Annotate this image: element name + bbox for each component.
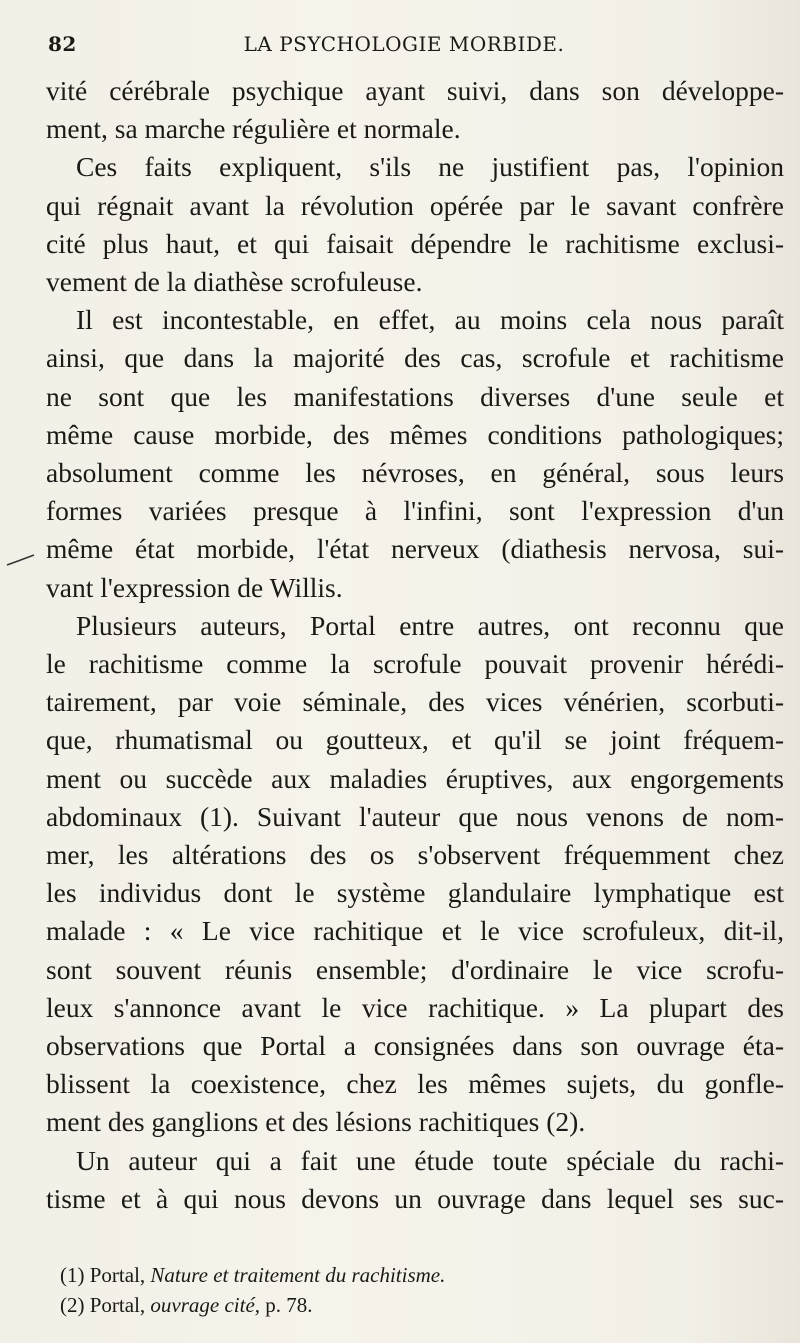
footnote-2 [60, 1290, 760, 1320]
footnote-marker: (1) [60, 1263, 85, 1287]
paragraph [46, 1142, 784, 1218]
footnote-author: Portal, [89, 1263, 146, 1287]
text-line: Un auteur qui a fait une étude toute spéciale du rachi- [76, 1144, 784, 1176]
footnote-author: Portal, [89, 1293, 146, 1317]
page-number: 82 [48, 32, 77, 56]
text-line: même cause morbide, des mêmes conditions pathologiques; [46, 418, 784, 450]
text-line: blissent la coexistence, chez les mêmes sujets, du gonfle- [46, 1068, 784, 1100]
text-line: leux s'annonce avant le vice rachitique. » La plupart des [46, 991, 784, 1023]
text-line: ne sont que les manifestations diverses d'une seule et [46, 380, 784, 412]
text-line: qui régnait avant la révolution opérée par le savant confrère [46, 189, 784, 221]
text-line: vité cérébrale psychique ayant suivi, dans son développe- [46, 75, 784, 106]
text-line: vant l'expression de Willis. [46, 571, 343, 603]
text-line: absolument comme les névroses, en général, sous leurs [46, 457, 784, 489]
text-line: tairement, par voie séminale, des vices vénérien, scorbuti- [46, 686, 784, 718]
running-title: LA PSYCHOLOGIE MORBIDE. [243, 32, 565, 56]
text-line: le rachitisme comme la scrofule pouvait provenir hérédi- [46, 648, 784, 680]
paragraph [46, 607, 784, 1142]
text-line: tisme et à qui nous devons un ouvrage dans lequel ses suc- [46, 1182, 784, 1214]
text-line: formes variées presque à l'infini, sont l'expression d'un [46, 495, 784, 527]
text-line: ment des ganglions et des lésions rachitiques (2). [46, 1106, 586, 1138]
text-line: Ces faits expliquent, s'ils ne justifient pas, l'opinion [76, 151, 784, 183]
footnote-1 [60, 1260, 760, 1290]
text-line: que, rhumatismal ou goutteux, et qu'il se joint fréquem- [46, 724, 784, 756]
paragraph [46, 148, 784, 301]
text-line: observations que Portal a consignées dans son ouvrage éta- [46, 1030, 784, 1062]
paragraph [46, 301, 784, 607]
footnotes [60, 1260, 760, 1320]
text-line: mer, les altérations des os s'observent fréquemment chez [46, 839, 784, 871]
text-line: ment ou succède aux maladies éruptives, aux engorgements [46, 762, 784, 794]
text-line: ment, sa marche régulière et normale. [46, 113, 461, 145]
footnote-work: Nature et traitement du rachitisme. [150, 1263, 446, 1287]
margin-pencil-mark [6, 553, 36, 567]
text-line: Plusieurs auteurs, Portal entre autres, ont reconnu que [76, 609, 784, 641]
footnote-marker: (2) [60, 1293, 85, 1317]
running-header [48, 32, 760, 62]
text-line: vement de la diathèse scrofuleuse. [46, 266, 423, 298]
text-line: sont souvent réunis ensemble; d'ordinaire le vice scrofu- [46, 953, 784, 985]
text-line: abdominaux (1). Suivant l'auteur que nous venons de nom- [46, 800, 784, 832]
paragraph [46, 72, 784, 148]
text-line: les individus dont le système glandulaire lymphatique est [46, 877, 784, 909]
text-line: Il est incontestable, en effet, au moins cela nous paraît [76, 304, 784, 336]
body-text [46, 72, 784, 1218]
footnote-work: ouvrage cité, [150, 1293, 261, 1317]
text-line: ainsi, que dans la majorité des cas, scrofule et rachitisme [46, 342, 784, 374]
text-line: malade : « Le vice rachitique et le vice scrofuleux, dit-il, [46, 915, 784, 947]
text-line: même état morbide, l'état nerveux (diathesis nervosa, sui- [46, 533, 784, 565]
text-line: cité plus haut, et qui faisait dépendre le rachitisme exclusi- [46, 227, 784, 259]
footnote-page: p. 78. [265, 1293, 313, 1317]
